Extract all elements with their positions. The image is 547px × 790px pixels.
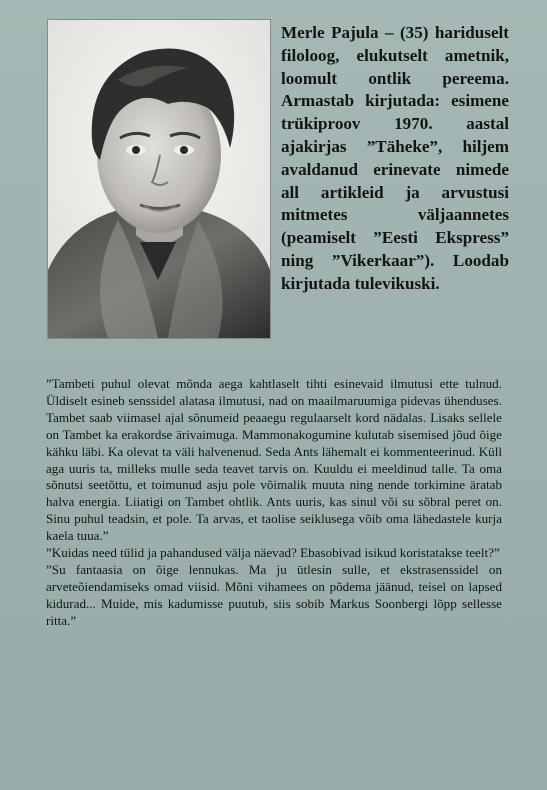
excerpt-paragraph: ”Su fantaasia on õige lennukas. Ma ju ütlesin sulle, et ekstrasenssidel on arveteõiendamiseks omad viisid. Mõni vihamees on põdema jäänud, teisel on lapsed kidurad... Muide, mis kadumisse puutub, siis sobib Markus Soonbergi lõpp sellesse ritta.” <box>46 561 502 628</box>
author-photo <box>48 20 270 338</box>
book-excerpt <box>46 376 502 630</box>
excerpt-paragraph: ”Tambeti puhul olevat mõnda aega kahtlaselt tihti esinevaid ilmutusi ette tulnud. Üldiselt esineb senssidel alatasa ilmutusi, nad on maailmaruumiga pidevas ühenduses. Tambet saab viimasel ajal sõnumeid peaaegu regulaarselt kord nädalas. Lisaks sellele on Tambet ka erakordse ärivaimuga. Mammonakogumine kulutab sisemised jõud õige kähku läbi. Ka olevat ta väli halvenenud. Seda Ants lähemalt ei kommenteerinud. Küll aga uuris ta, milleks mulle seda teavet tarvis on. Kuuldu ei meeldinud talle. Ta oma sõnutsi seetõttu, et toimunud asju pole võimalik muuta ning nende torkimine äratab halva energia. Liiatigi on Tambet ohtlik. Ants uuris, kas sinul või su sõbral peret on. Sinu puhul teadsin, et pole. Ta arvas, et taolise seiklusega võib oma lähedastele kurja kaela tuua.” <box>46 376 502 544</box>
excerpt-paragraph: ”Kuidas need tülid ja pahandused välja näevad? Ebasobivad isikud koristatakse teelt?” <box>46 545 500 561</box>
author-bio: Merle Pajula – (35) hariduselt filoloog, elukutselt ametnik, loomult ontlik pereema. Armastab kirjutada: esimene trükiproov 1970. aastal ajakirjas ”Täheke”, hiljem avaldanud erinevate nimede all artikleid ja arvustusi mitmetes väljaannetes (peamiselt ”Eesti Ekspress” ning ”Vikerkaar”). Loodab kirjutada tulevikuski. <box>281 23 509 293</box>
